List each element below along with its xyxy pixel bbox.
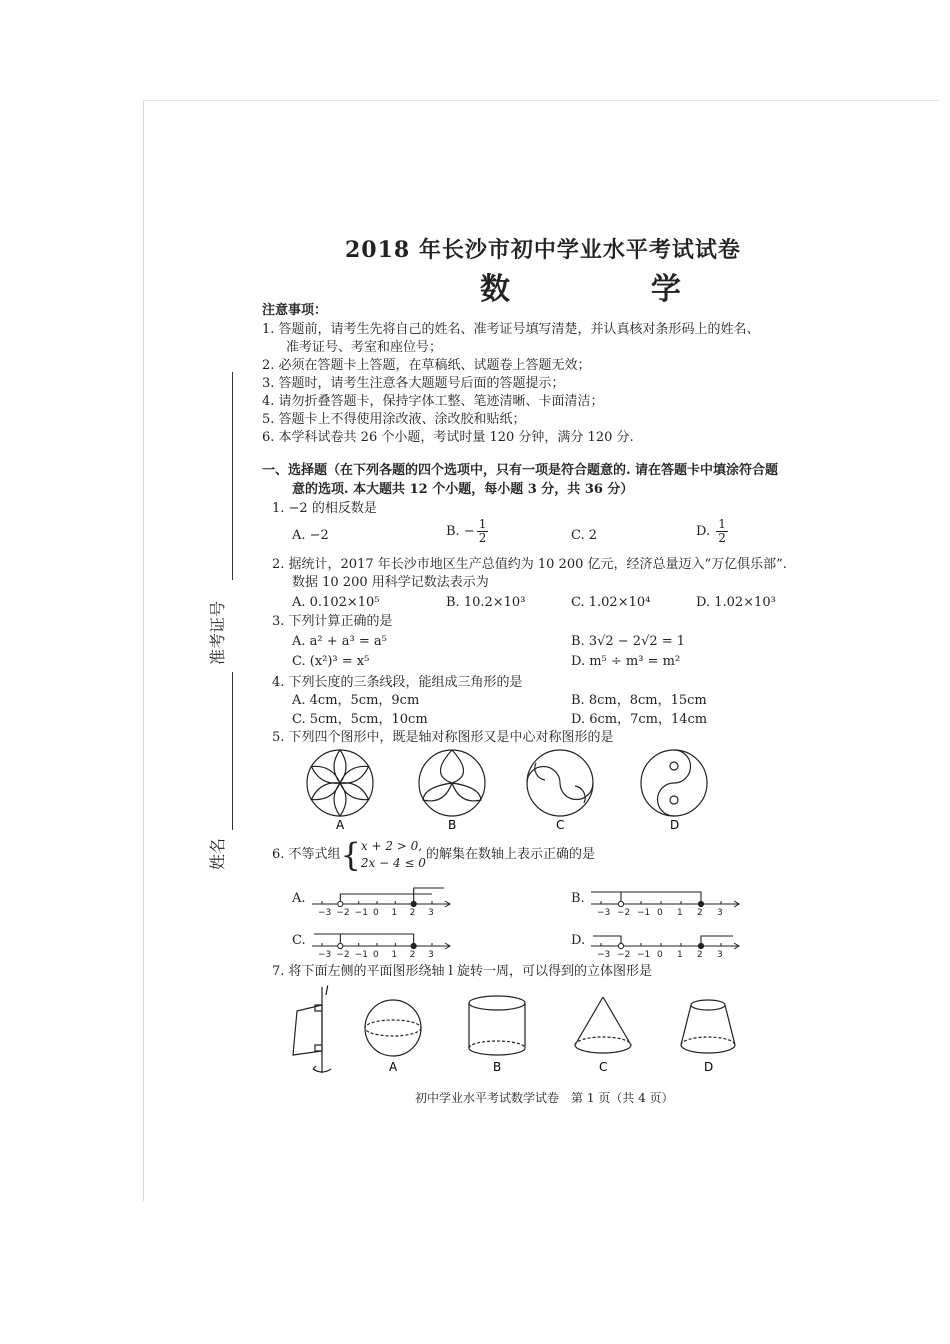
q6-numberline-b [591,878,741,918]
numberline-tick-label: −2 [336,950,350,960]
q7-label-b: B [493,1060,502,1074]
q1-option-d-fraction [716,518,728,545]
numberline-tick-label: 2 [409,950,416,960]
q1-d-denominator: 2 [718,531,726,545]
q5-figure-c [527,750,593,816]
numberline-tick-label: −1 [354,908,368,918]
q2-option-a: A. 0.102×10⁵ [292,595,380,610]
numberline-tick-label: 1 [391,950,398,960]
numberline-tick-label: −3 [597,950,611,960]
numberline-tick-label: 0 [373,950,379,960]
numberline-tick-label: 3 [428,950,434,960]
q5-label-c: C [556,818,565,832]
exam-id-line [232,372,233,580]
numberline-tick-label: 1 [677,950,683,960]
page-footer: 初中学业水平考试数学试卷 第 1 页（共 4 页） [415,1091,674,1105]
q7-figures [285,983,745,1078]
note-6: 6. 本学科试卷共 26 个小题，考试时量 120 分钟，满分 120 分. [262,430,634,445]
numberline-open-point [618,943,623,948]
numberline-tick-label: −1 [637,950,651,960]
note-4: 4. 请勿折叠答题卡，保持字体工整、笔迹清晰、卡面清洁； [262,394,604,409]
q6-stem [272,838,595,872]
numberline-tick-label: −2 [336,908,350,918]
numberline-tick-label: 0 [657,950,663,960]
numberline-open-point [618,901,623,906]
numberline-tick-label: 3 [717,908,723,918]
numberline-closed-point [411,901,416,906]
note-3: 3. 答题时，请考生注意各大题题号后面的答题提示； [262,376,565,391]
q1-d-numerator: 1 [718,517,726,531]
q1-option-d [696,518,728,545]
q7-axis-label: l [325,984,329,998]
q7-cone [575,997,631,1053]
q1-option-c: C. 2 [571,528,598,543]
q6-numberline-a [312,878,452,918]
section1-line2: 意的选项. 本大题共 12 个小题，每小题 3 分，共 36 分） [292,482,634,497]
q7-label-c: C [599,1060,608,1074]
name-field [205,837,235,910]
q7-plane-figure [293,987,331,1073]
numberline-tick-label: −3 [597,908,611,918]
numberline-open-point [338,901,343,906]
numberline-closed-point [698,901,703,906]
note-5: 5. 答题卡上不得使用涂改液、涂改胶和贴纸； [262,412,526,427]
q5-figure-b [419,750,485,816]
q3-option-d: D. m⁵ ÷ m³ = m² [571,654,681,669]
q4-option-c: C. 5cm，5cm，10cm [292,712,428,727]
q6-numberline-c [312,920,452,960]
q6-suffix: 的解集在数轴上表示正确的是 [425,847,595,862]
q2-stem-line2: 数据 10 200 用科学记数法表示为 [292,575,489,590]
numberline-tick-label: 2 [409,908,416,918]
q2-option-b: B. 10.2×10³ [446,595,526,610]
numberline-tick-label: 1 [391,908,398,918]
q1-option-b [446,518,488,545]
q6-brace: { [340,836,361,874]
q2-stem-line1: 2. 据统计，2017 年长沙市地区生产总值约为 10 200 亿元，经济总量迈入“万亿俱乐部”. [272,557,787,572]
q7-sphere [365,1000,421,1056]
q7-label-a: A [389,1060,398,1074]
q1-option-a: A. −2 [292,528,329,543]
q5-label-a: A [336,818,345,832]
q6-prefix: 6. 不等式组 [272,847,341,862]
numberline-closed-point [411,943,416,948]
q5-label-d: D [670,818,680,832]
q6-inequality-1: x + 2 > 0, [360,839,423,853]
numberline-open-point [338,943,343,948]
q6-option-d-label: D. [571,933,586,948]
numberline-solution [314,934,414,946]
q4-option-b: B. 8cm，8cm，15cm [571,693,707,708]
numberline-tick-label: 3 [717,950,723,960]
numberline-tick-label: 1 [677,908,683,918]
q4-stem: 4. 下列长度的三条线段，能组成三角形的是 [272,675,523,690]
q4-option-d: D. 6cm，7cm，14cm [571,712,708,727]
q7-cylinder [469,996,525,1055]
exam-title: 2018 年长沙市初中学业水平考试试卷 [345,237,741,263]
q5-label-b: B [448,818,457,832]
q1-stem: 1. −2 的相反数是 [272,501,377,516]
numberline-solution [591,892,701,904]
q7-stem: 7. 将下面左侧的平面图形绕轴 l 旋转一周，可以得到的立体图形是 [272,964,652,979]
exam-id-field [205,600,235,755]
numberline-tick-label: −3 [318,950,332,960]
q1-option-d-prefix: D. [696,524,715,539]
q3-option-c: C. (x²)³ = x⁵ [292,654,370,669]
numberline-tick-label: −1 [637,908,651,918]
q6-system [361,838,426,872]
q7-frustum [681,1000,735,1053]
numberline-tick-label: −1 [354,950,368,960]
q6-option-a-label: A. [292,891,306,906]
q1-option-b-fraction [477,518,489,545]
q5-stem: 5. 下列四个图形中，既是轴对称图形又是中心对称图形的是 [272,730,614,745]
numberline-tick-label: −2 [617,950,631,960]
numberline-tick-label: 2 [697,908,703,918]
name-label: 姓名 [208,837,227,870]
name-line [232,672,233,830]
q1-b-denominator: 2 [478,531,487,545]
note-1: 1. 答题前，请考生先将自己的姓名、准考证号填写清楚，并认真核对条形码上的姓名、 [262,322,760,337]
section1-line1: 一、选择题（在下列各题的四个选项中，只有一项是符合题意的. 请在答题卡中填涂符合题 [262,463,779,478]
q3-option-a: A. a² + a³ = a⁵ [292,634,387,649]
numberline-solution [593,936,733,946]
q7-label-d: D [704,1060,714,1074]
numberline-solution [340,888,444,904]
q5-figures [290,745,730,835]
numberline-closed-point [698,943,703,948]
q4-option-a: A. 4cm，5cm，9cm [292,693,420,708]
q6-inequality-2: 2x − 4 ≤ 0 [360,856,426,870]
note-1-cont: 准考证号、考室和座位号； [286,340,443,355]
numberline-tick-label: −2 [617,908,631,918]
numberline-tick-label: 0 [373,908,379,918]
q5-figure-d [641,750,707,816]
q6-option-b-label: B. [571,891,585,906]
q6-option-c-label: C. [292,933,306,948]
numberline-tick-label: 3 [428,908,434,918]
q2-option-d: D. 1.02×10³ [696,595,776,610]
q1-b-numerator: 1 [478,517,487,531]
q2-option-c: C. 1.02×10⁴ [571,595,651,610]
q3-option-b: B. 3√2 − 2√2 = 1 [571,634,686,649]
q6-numberline-d [591,920,741,960]
exam-id-label: 准考证号 [208,600,227,665]
numberline-tick-label: −3 [318,908,332,918]
numberline-tick-label: 0 [657,908,663,918]
q3-stem: 3. 下列计算正确的是 [272,614,393,629]
q1-option-b-prefix: B. − [446,524,475,539]
subject-title: 数 学 [480,272,721,307]
numberline-tick-label: 2 [697,950,703,960]
q5-figure-a [307,750,373,816]
notes-heading: 注意事项： [262,303,328,318]
note-2: 2. 必须在答题卡上答题，在草稿纸、试题卷上答题无效； [262,358,591,373]
